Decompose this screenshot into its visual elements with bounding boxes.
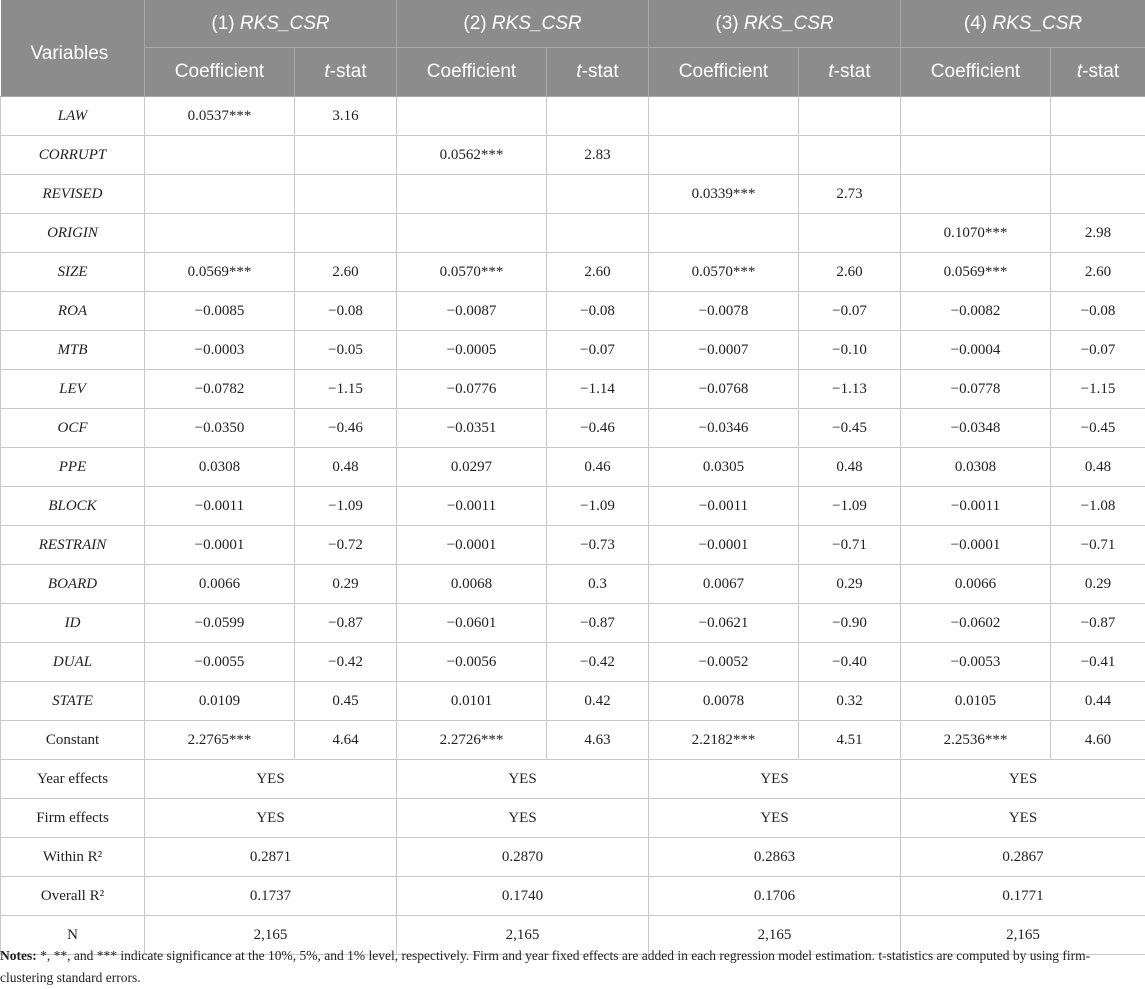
- coefficient-cell: 0.0562***: [397, 136, 547, 175]
- t-stat-cell: 2.60: [547, 253, 649, 292]
- coefficient-cell: 0.0339***: [649, 175, 799, 214]
- variable-name: SIZE: [1, 253, 145, 292]
- coefficient-cell: [649, 97, 799, 136]
- variable-name: MTB: [1, 331, 145, 370]
- summary-rows: [1, 760, 1145, 955]
- model-2-header: (2) RKS_CSR: [397, 0, 649, 48]
- table-row: [1, 253, 1145, 292]
- summary-label: Firm effects: [1, 799, 145, 838]
- summary-row: [1, 838, 1145, 877]
- t-stat-cell: [1051, 136, 1145, 175]
- t-stat-cell: −0.87: [1051, 604, 1145, 643]
- coefficient-cell: 0.0067: [649, 565, 799, 604]
- t-stat-cell: −0.45: [1051, 409, 1145, 448]
- t-stat-cell: −1.15: [295, 370, 397, 409]
- table-row: [1, 721, 1145, 760]
- coefficient-cell: −0.0007: [649, 331, 799, 370]
- t-stat-cell: −0.46: [295, 409, 397, 448]
- t-stat-cell: 2.98: [1051, 214, 1145, 253]
- t-stat-cell: 2.60: [1051, 253, 1145, 292]
- t-stat-cell: 0.48: [799, 448, 901, 487]
- coefficient-cell: −0.0782: [145, 370, 295, 409]
- coefficient-cell: −0.0348: [901, 409, 1051, 448]
- t-stat-cell: 2.60: [295, 253, 397, 292]
- coefficient-cell: −0.0078: [649, 292, 799, 331]
- coefficient-cell: −0.0001: [901, 526, 1051, 565]
- table-row: [1, 682, 1145, 721]
- coefficient-cell: 0.0078: [649, 682, 799, 721]
- coefficient-cell: 2.2536***: [901, 721, 1051, 760]
- coefficient-cell: 0.0101: [397, 682, 547, 721]
- coefficient-header: Coefficient: [145, 48, 295, 97]
- t-stat-cell: [295, 214, 397, 253]
- t-stat-cell: [799, 97, 901, 136]
- coefficient-cell: 0.0569***: [145, 253, 295, 292]
- variable-name: REVISED: [1, 175, 145, 214]
- summary-row: [1, 760, 1145, 799]
- coefficient-cell: −0.0053: [901, 643, 1051, 682]
- t-stat-cell: −0.46: [547, 409, 649, 448]
- t-stat-cell: 2.73: [799, 175, 901, 214]
- t-stat-cell: 4.64: [295, 721, 397, 760]
- table-row: [1, 97, 1145, 136]
- coefficient-cell: −0.0003: [145, 331, 295, 370]
- coefficient-cell: −0.0052: [649, 643, 799, 682]
- summary-value: 0.2863: [649, 838, 901, 877]
- t-stat-cell: [1051, 97, 1145, 136]
- coefficient-cell: 0.0308: [901, 448, 1051, 487]
- t-stat-header: t-stat: [799, 48, 901, 97]
- t-stat-cell: [547, 97, 649, 136]
- coefficient-cell: −0.0004: [901, 331, 1051, 370]
- t-stat-cell: −0.71: [1051, 526, 1145, 565]
- coefficient-cell: −0.0005: [397, 331, 547, 370]
- coefficient-cell: −0.0350: [145, 409, 295, 448]
- summary-label: N: [1, 916, 145, 955]
- t-stat-cell: −0.10: [799, 331, 901, 370]
- coefficient-cell: [649, 214, 799, 253]
- t-stat-cell: −1.15: [1051, 370, 1145, 409]
- coefficient-cell: 0.1070***: [901, 214, 1051, 253]
- t-stat-cell: −0.71: [799, 526, 901, 565]
- variables-header: Variables: [1, 0, 145, 97]
- summary-value: YES: [901, 760, 1145, 799]
- coefficient-cell: −0.0001: [397, 526, 547, 565]
- summary-value: YES: [649, 760, 901, 799]
- coefficient-cell: −0.0011: [901, 487, 1051, 526]
- variable-name: DUAL: [1, 643, 145, 682]
- summary-value: 2,165: [397, 916, 649, 955]
- summary-value: YES: [397, 799, 649, 838]
- coefficient-cell: −0.0087: [397, 292, 547, 331]
- table-row: [1, 292, 1145, 331]
- summary-value: YES: [901, 799, 1145, 838]
- coefficient-cell: 0.0569***: [901, 253, 1051, 292]
- coefficient-cell: [397, 97, 547, 136]
- t-stat-cell: −1.08: [1051, 487, 1145, 526]
- t-stat-cell: 0.32: [799, 682, 901, 721]
- coefficient-header: Coefficient: [649, 48, 799, 97]
- t-stat-cell: 0.48: [1051, 448, 1145, 487]
- table-row: [1, 331, 1145, 370]
- t-stat-cell: 0.29: [1051, 565, 1145, 604]
- coefficient-cell: 0.0297: [397, 448, 547, 487]
- coefficient-cell: [901, 136, 1051, 175]
- coefficient-cell: −0.0346: [649, 409, 799, 448]
- t-stat-cell: −1.13: [799, 370, 901, 409]
- table-row: [1, 526, 1145, 565]
- summary-value: 0.1740: [397, 877, 649, 916]
- table-row: [1, 565, 1145, 604]
- coefficient-rows: [1, 97, 1145, 760]
- coefficient-cell: 0.0066: [901, 565, 1051, 604]
- coefficient-cell: [145, 214, 295, 253]
- coefficient-cell: 0.0105: [901, 682, 1051, 721]
- variable-name: STATE: [1, 682, 145, 721]
- t-stat-cell: −0.41: [1051, 643, 1145, 682]
- variable-name: LAW: [1, 97, 145, 136]
- variable-name: ID: [1, 604, 145, 643]
- coefficient-cell: −0.0778: [901, 370, 1051, 409]
- coefficient-cell: −0.0001: [145, 526, 295, 565]
- coefficient-cell: 0.0537***: [145, 97, 295, 136]
- variable-name: BLOCK: [1, 487, 145, 526]
- t-stat-cell: −0.90: [799, 604, 901, 643]
- summary-value: YES: [649, 799, 901, 838]
- summary-value: 0.2867: [901, 838, 1145, 877]
- coefficient-cell: −0.0776: [397, 370, 547, 409]
- summary-value: YES: [397, 760, 649, 799]
- t-stat-cell: −0.08: [295, 292, 397, 331]
- variable-name: BOARD: [1, 565, 145, 604]
- table-row: [1, 136, 1145, 175]
- t-stat-cell: 3.16: [295, 97, 397, 136]
- coefficient-cell: −0.0599: [145, 604, 295, 643]
- coefficient-cell: 0.0068: [397, 565, 547, 604]
- coefficient-cell: −0.0621: [649, 604, 799, 643]
- coefficient-cell: −0.0001: [649, 526, 799, 565]
- t-stat-cell: 2.83: [547, 136, 649, 175]
- t-stat-cell: 0.29: [799, 565, 901, 604]
- coefficient-cell: [649, 136, 799, 175]
- t-stat-cell: −0.07: [547, 331, 649, 370]
- variable-name: OCF: [1, 409, 145, 448]
- summary-value: YES: [145, 799, 397, 838]
- model-1-header: (1) RKS_CSR: [145, 0, 397, 48]
- t-stat-cell: 0.3: [547, 565, 649, 604]
- t-stat-cell: −0.07: [1051, 331, 1145, 370]
- summary-row: [1, 799, 1145, 838]
- t-stat-cell: [799, 214, 901, 253]
- t-stat-cell: [295, 175, 397, 214]
- t-stat-cell: −1.14: [547, 370, 649, 409]
- model-3-header: (3) RKS_CSR: [649, 0, 901, 48]
- t-stat-cell: 0.29: [295, 565, 397, 604]
- coefficient-cell: −0.0082: [901, 292, 1051, 331]
- summary-label: Year effects: [1, 760, 145, 799]
- variable-name: PPE: [1, 448, 145, 487]
- summary-value: 0.1737: [145, 877, 397, 916]
- coefficient-cell: [397, 175, 547, 214]
- t-stat-cell: 0.42: [547, 682, 649, 721]
- coefficient-cell: −0.0602: [901, 604, 1051, 643]
- coefficient-cell: 0.0066: [145, 565, 295, 604]
- t-stat-cell: −0.87: [547, 604, 649, 643]
- coefficient-cell: 0.0308: [145, 448, 295, 487]
- t-stat-cell: [547, 214, 649, 253]
- coefficient-cell: 2.2726***: [397, 721, 547, 760]
- t-stat-cell: −0.08: [547, 292, 649, 331]
- t-stat-cell: −0.08: [1051, 292, 1145, 331]
- t-stat-cell: 4.60: [1051, 721, 1145, 760]
- coefficient-cell: 2.2182***: [649, 721, 799, 760]
- coefficient-cell: 0.0570***: [649, 253, 799, 292]
- summary-value: YES: [145, 760, 397, 799]
- t-stat-cell: 0.45: [295, 682, 397, 721]
- t-stat-cell: 4.51: [799, 721, 901, 760]
- t-stat-cell: [295, 136, 397, 175]
- table-row: [1, 175, 1145, 214]
- summary-label: Overall R²: [1, 877, 145, 916]
- t-stat-cell: −1.09: [547, 487, 649, 526]
- variable-name: CORRUPT: [1, 136, 145, 175]
- coefficient-cell: −0.0601: [397, 604, 547, 643]
- coefficient-cell: −0.0056: [397, 643, 547, 682]
- table-row: [1, 370, 1145, 409]
- table-row: [1, 214, 1145, 253]
- t-stat-cell: [1051, 175, 1145, 214]
- summary-row: [1, 877, 1145, 916]
- notes-label: Notes:: [0, 948, 37, 963]
- summary-value: 0.2871: [145, 838, 397, 877]
- notes-text: *, **, and *** indicate significance at the 10%, 5%, and 1% level, respectively. Firm and year fixed effects are added in each regression model estimation. t-statistics are computed by using firm-clustering standard errors.: [0, 948, 1090, 985]
- coefficient-cell: 2.2765***: [145, 721, 295, 760]
- summary-value: 2,165: [649, 916, 901, 955]
- summary-value: 0.1706: [649, 877, 901, 916]
- t-stat-cell: [547, 175, 649, 214]
- variable-name: Constant: [1, 721, 145, 760]
- t-stat-cell: 2.60: [799, 253, 901, 292]
- coefficient-cell: −0.0351: [397, 409, 547, 448]
- table-row: [1, 643, 1145, 682]
- t-stat-cell: −0.72: [295, 526, 397, 565]
- variable-name: ORIGIN: [1, 214, 145, 253]
- coefficient-cell: −0.0011: [397, 487, 547, 526]
- t-stat-header: t-stat: [295, 48, 397, 97]
- summary-label: Within R²: [1, 838, 145, 877]
- coefficient-header: Coefficient: [901, 48, 1051, 97]
- t-stat-header: t-stat: [547, 48, 649, 97]
- t-stat-cell: 4.63: [547, 721, 649, 760]
- coefficient-cell: 0.0305: [649, 448, 799, 487]
- t-stat-cell: [799, 136, 901, 175]
- table-row: [1, 448, 1145, 487]
- coefficient-cell: 0.0570***: [397, 253, 547, 292]
- coefficient-cell: [901, 175, 1051, 214]
- t-stat-header: t-stat: [1051, 48, 1145, 97]
- coefficient-cell: −0.0085: [145, 292, 295, 331]
- t-stat-cell: −0.42: [547, 643, 649, 682]
- coefficient-cell: [145, 136, 295, 175]
- coefficient-cell: [145, 175, 295, 214]
- t-stat-cell: −0.45: [799, 409, 901, 448]
- summary-value: 2,165: [901, 916, 1145, 955]
- table-row: [1, 604, 1145, 643]
- coefficient-cell: [397, 214, 547, 253]
- t-stat-cell: −0.73: [547, 526, 649, 565]
- variable-name: RESTRAIN: [1, 526, 145, 565]
- t-stat-cell: 0.44: [1051, 682, 1145, 721]
- summary-value: 0.2870: [397, 838, 649, 877]
- t-stat-cell: −0.42: [295, 643, 397, 682]
- t-stat-cell: −1.09: [295, 487, 397, 526]
- coefficient-cell: 0.0109: [145, 682, 295, 721]
- t-stat-cell: −1.09: [799, 487, 901, 526]
- t-stat-cell: −0.87: [295, 604, 397, 643]
- table-notes: [0, 945, 1140, 989]
- coefficient-header: Coefficient: [397, 48, 547, 97]
- coefficient-cell: −0.0011: [145, 487, 295, 526]
- t-stat-cell: −0.07: [799, 292, 901, 331]
- model-4-header: (4) RKS_CSR: [901, 0, 1145, 48]
- t-stat-cell: −0.05: [295, 331, 397, 370]
- variable-name: ROA: [1, 292, 145, 331]
- t-stat-cell: 0.46: [547, 448, 649, 487]
- t-stat-cell: 0.48: [295, 448, 397, 487]
- summary-value: 0.1771: [901, 877, 1145, 916]
- variable-name: LEV: [1, 370, 145, 409]
- coefficient-cell: −0.0768: [649, 370, 799, 409]
- coefficient-cell: −0.0055: [145, 643, 295, 682]
- coefficient-cell: −0.0011: [649, 487, 799, 526]
- table-row: [1, 487, 1145, 526]
- coefficient-cell: [901, 97, 1051, 136]
- summary-value: 2,165: [145, 916, 397, 955]
- t-stat-cell: −0.40: [799, 643, 901, 682]
- table-row: [1, 409, 1145, 448]
